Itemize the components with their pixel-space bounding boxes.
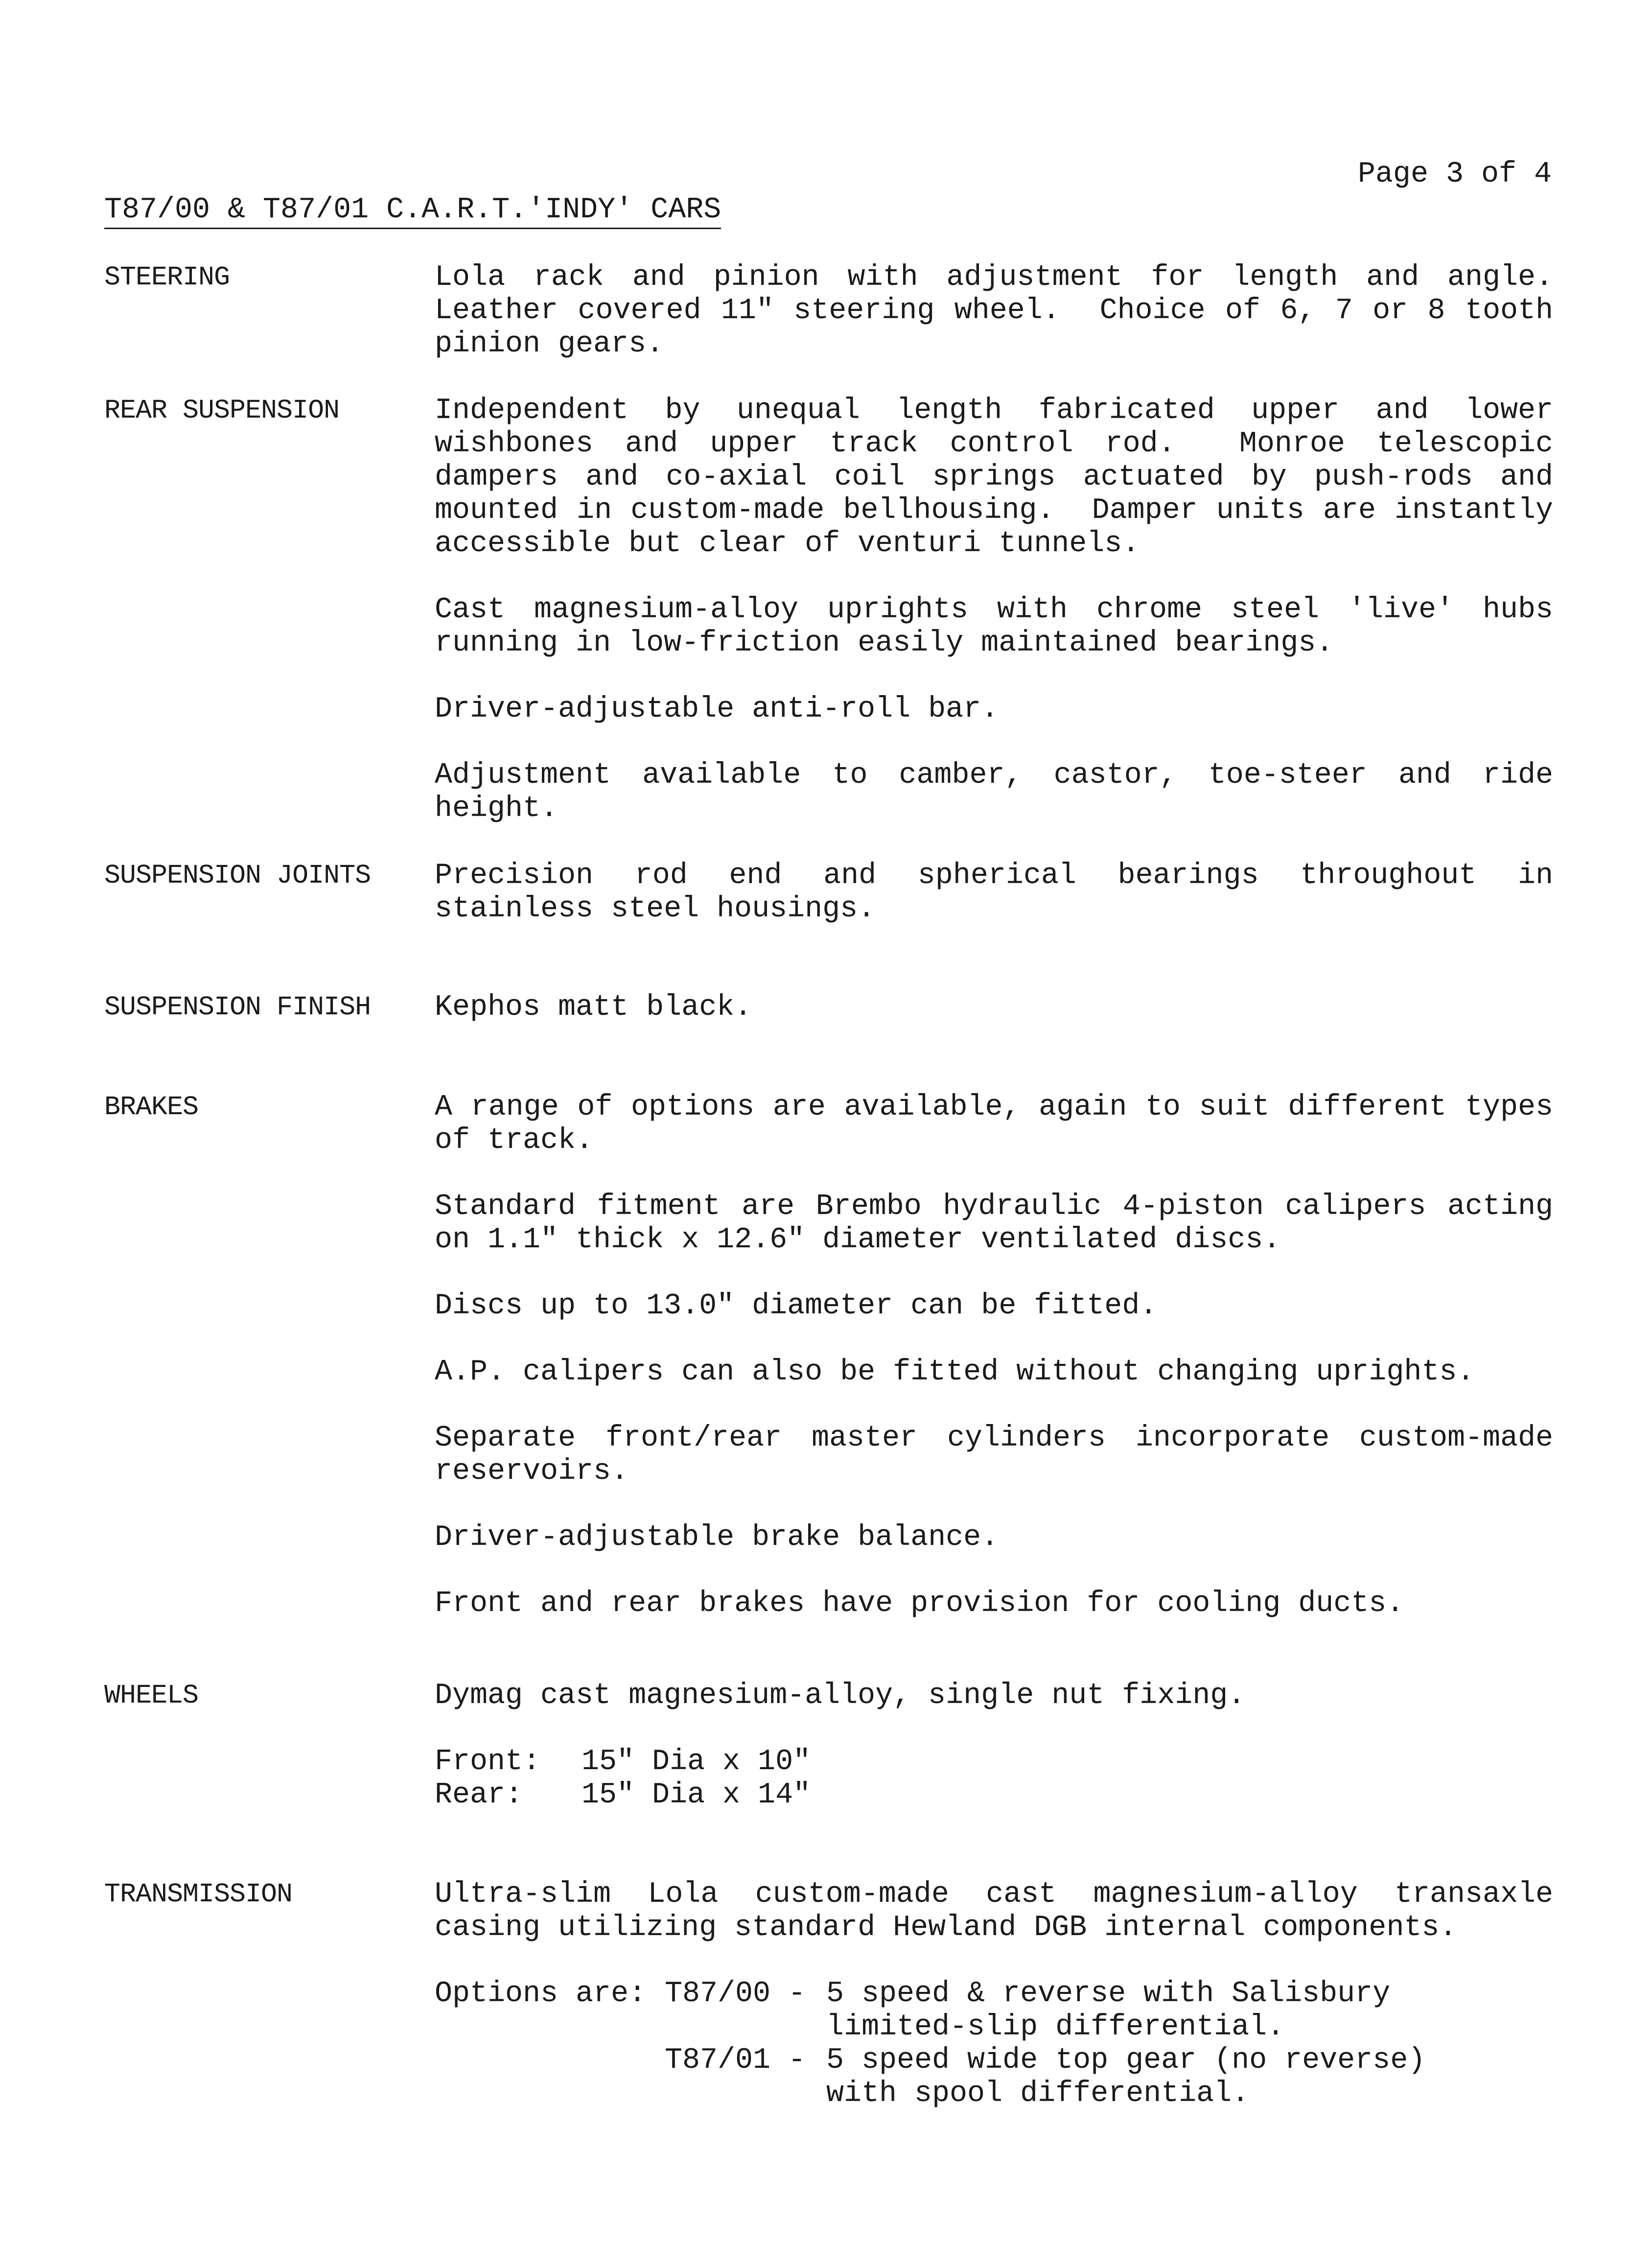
option-row-continued bbox=[435, 2077, 1553, 2110]
option-model: T87/00 - bbox=[665, 1977, 806, 2011]
paragraph: A.P. calipers can also be fitted without changing uprights. bbox=[435, 1356, 1475, 1389]
section-label: REAR SUSPENSION bbox=[104, 395, 340, 426]
section-label: SUSPENSION JOINTS bbox=[104, 860, 371, 891]
section-label: WHEELS bbox=[104, 1680, 199, 1711]
wheel-size-row bbox=[435, 1745, 1553, 1778]
paragraph: Driver-adjustable brake balance. bbox=[435, 1521, 999, 1554]
wheel-sizes bbox=[435, 1745, 1553, 1812]
transmission-options bbox=[435, 1977, 1553, 2110]
paragraph: Discs up to 13.0" diameter can be fitted. bbox=[435, 1289, 1158, 1323]
section-label: SUSPENSION FINISH bbox=[104, 992, 371, 1023]
option-description: 5 speed & reverse with Salisbury bbox=[826, 1977, 1391, 2011]
paragraph: Precision rod end and spherical bearings throughout in stainless steel housings. bbox=[435, 859, 1571, 926]
paragraph: Separate front/rear master cylinders incorporate custom-made reservoirs. bbox=[435, 1422, 1571, 1488]
option-description: with spool differential. bbox=[826, 2077, 1250, 2110]
document-title: T87/00 & T87/01 C.A.R.T.'INDY' CARS bbox=[104, 193, 721, 229]
paragraph: Cast magnesium-alloy uprights with chrome steel 'live' hubs running in low-friction easily maintained bearings. bbox=[435, 593, 1571, 660]
section-label: BRAKES bbox=[104, 1092, 199, 1122]
section-body bbox=[435, 394, 1571, 825]
paragraph: Independent by unequal length fabricated upper and lower wishbones and upper track control rod. Monroe telescopic dampers and co-axial coil springs actuated by push-rods and mounted in custom-made bellhousing. Damper units are instantly accessible but clear of venturi tunnels. bbox=[435, 394, 1571, 561]
option-description: limited-slip differential. bbox=[826, 2011, 1285, 2044]
section-label: STEERING bbox=[104, 262, 230, 293]
paragraph: Driver-adjustable anti-roll bar. bbox=[435, 693, 999, 726]
paragraph: Adjustment available to camber, castor, toe-steer and ride height. bbox=[435, 759, 1571, 825]
options-label: Options are: bbox=[435, 1977, 647, 2011]
section-body bbox=[435, 859, 1571, 926]
wheel-size-row bbox=[435, 1778, 1553, 1812]
section-label: TRANSMISSION bbox=[104, 1879, 293, 1910]
section-body bbox=[435, 991, 1553, 1024]
section-body bbox=[435, 1679, 1553, 1812]
wheel-position: Rear: bbox=[435, 1778, 523, 1812]
option-row bbox=[435, 1977, 1553, 2011]
wheel-position: Front: bbox=[435, 1745, 541, 1778]
paragraph: Dymag cast magnesium-alloy, single nut fixing. bbox=[435, 1679, 1246, 1712]
section-body bbox=[435, 261, 1589, 361]
option-description: 5 speed wide top gear (no reverse) bbox=[826, 2044, 1426, 2077]
paragraph: Lola rack and pinion with adjustment for length and angle. Leather covered 11" steering wheel. Choice of 6, 7 or 8 tooth pinion gears. bbox=[435, 261, 1589, 361]
page-number: Page 3 of 4 bbox=[1357, 158, 1552, 191]
option-row bbox=[435, 2044, 1553, 2077]
section-body bbox=[435, 1091, 1571, 1620]
paragraph: Ultra-slim Lola custom-made cast magnesium-alloy transaxle casing utilizing standard Hewland DGB internal components. bbox=[435, 1878, 1571, 1944]
option-model: T87/01 - bbox=[665, 2044, 806, 2077]
paragraph: Kephos matt black. bbox=[435, 991, 752, 1024]
option-row-continued bbox=[435, 2011, 1553, 2044]
wheel-size: 15" Dia x 14" bbox=[582, 1778, 811, 1812]
paragraph: Front and rear brakes have provision for cooling ducts. bbox=[435, 1587, 1404, 1620]
wheel-size: 15" Dia x 10" bbox=[582, 1745, 811, 1778]
section-body bbox=[435, 1878, 1571, 2110]
paragraph: A range of options are available, again to suit different types of track. bbox=[435, 1091, 1571, 1157]
paragraph: Standard fitment are Brembo hydraulic 4-piston calipers acting on 1.1" thick x 12.6" diameter ventilated discs. bbox=[435, 1190, 1571, 1257]
